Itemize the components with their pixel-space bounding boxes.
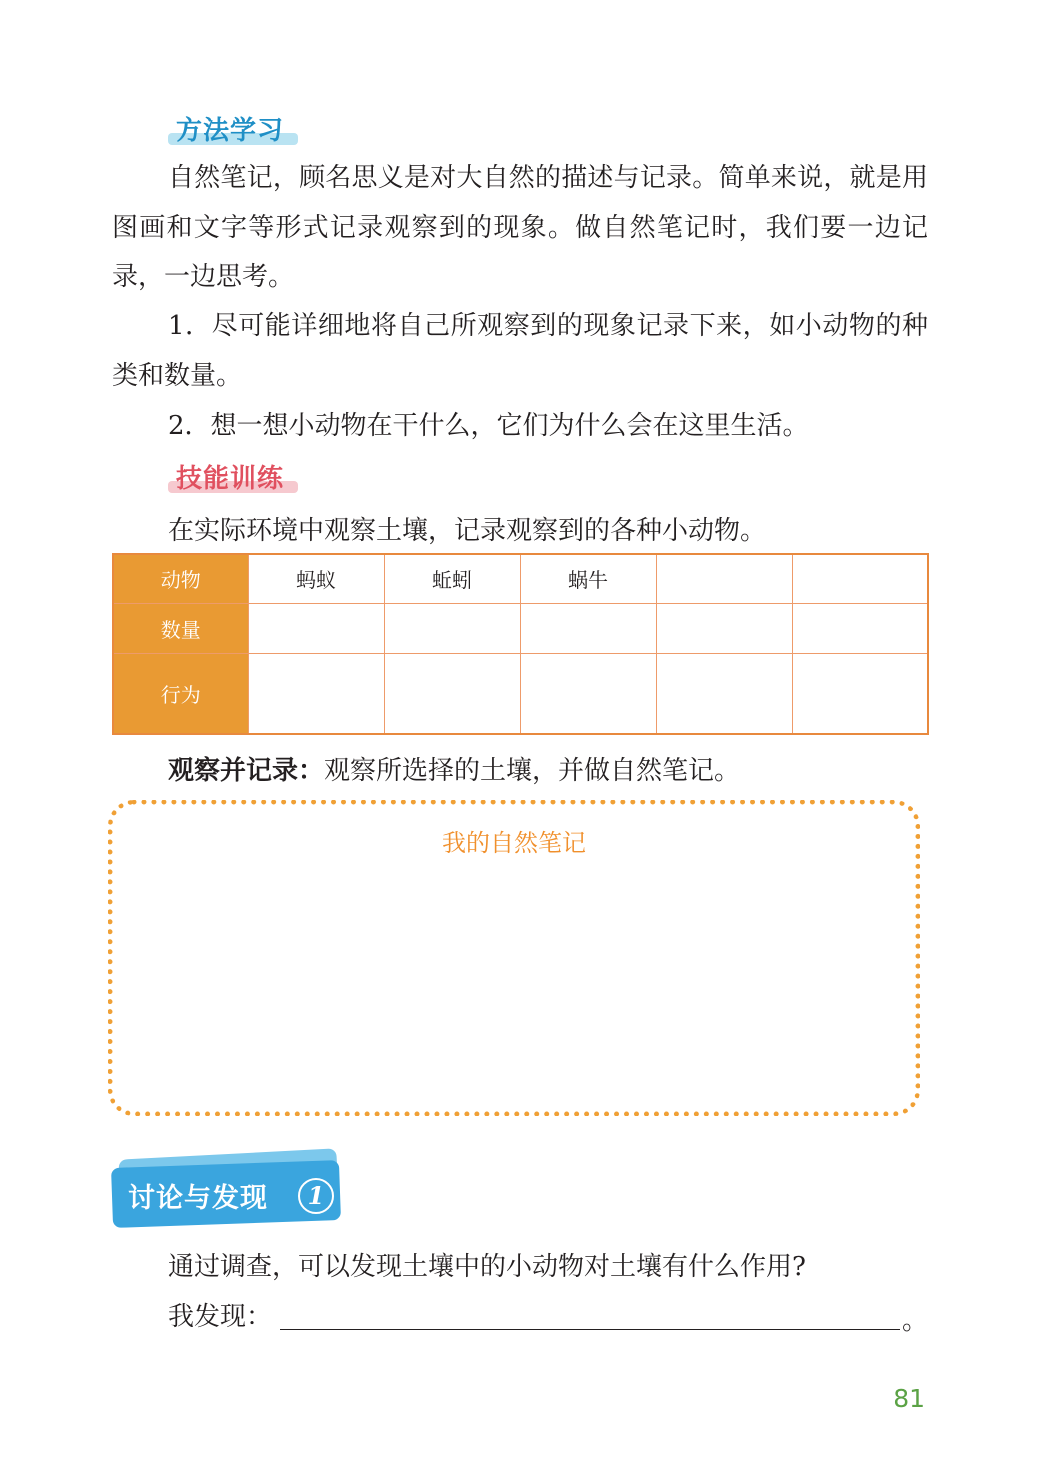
count-cell[interactable] (384, 603, 520, 653)
row-header-count: 数量 (113, 603, 248, 653)
discussion-number: 1 (298, 1178, 334, 1214)
discussion-label: 讨论与发现 (128, 1183, 268, 1214)
page-number: 81 (893, 1384, 925, 1413)
count-cell[interactable] (520, 603, 656, 653)
table-row (113, 653, 928, 734)
animal-cell[interactable] (656, 554, 792, 603)
table-row (113, 554, 928, 603)
skill-instruction: 在实际环境中观察土壤，记录观察到的各种小动物。 (168, 516, 767, 546)
answer-end-mark: 。 (902, 1306, 929, 1336)
method-section-title (176, 110, 284, 147)
notes-title: 我的自然笔记 (442, 829, 586, 857)
animal-cell[interactable] (792, 554, 928, 603)
observe-label: 观察并记录： (168, 756, 325, 786)
behavior-cell[interactable] (520, 653, 656, 734)
behavior-cell[interactable] (656, 653, 792, 734)
count-cell[interactable] (656, 603, 792, 653)
row-header-animal: 动物 (113, 554, 248, 603)
method-paragraph-2: 1．尽可能详细地将自己所观察到的现象记录下来，如小动物的种类和数量。 (112, 311, 928, 391)
observe-instruction (168, 750, 740, 787)
discussion-badge (112, 1154, 344, 1228)
animal-cell: 蜗牛 (520, 554, 656, 603)
table-row (113, 603, 928, 653)
count-cell[interactable] (792, 603, 928, 653)
observation-table (112, 553, 929, 735)
method-paragraph-3: 2．想一想小动物在干什么，它们为什么会在这里生活。 (168, 411, 809, 441)
answer-label: 我发现： (168, 1302, 273, 1332)
nature-notes-box[interactable] (108, 800, 920, 1116)
behavior-cell[interactable] (384, 653, 520, 734)
method-paragraph-1: 自然笔记，顾名思义是对大自然的描述与记录。简单来说，就是用图画和文字等形式记录观察到的现象。做自然笔记时，我们要一边记录，一边思考。 (112, 163, 928, 292)
animal-cell: 蚯蚓 (384, 554, 520, 603)
discussion-question: 通过调查，可以发现土壤中的小动物对土壤有什么作用? (168, 1252, 806, 1282)
method-title-text: 方法学习 (176, 116, 285, 146)
observe-text: 观察所选择的土壤，并做自然笔记。 (324, 756, 741, 786)
animal-cell: 蚂蚁 (248, 554, 384, 603)
skill-title-text: 技能训练 (176, 464, 285, 494)
row-header-behavior: 行为 (113, 653, 248, 734)
skill-section-title (176, 458, 284, 495)
behavior-cell[interactable] (792, 653, 928, 734)
answer-blank-line[interactable] (280, 1329, 900, 1330)
count-cell[interactable] (248, 603, 384, 653)
behavior-cell[interactable] (248, 653, 384, 734)
